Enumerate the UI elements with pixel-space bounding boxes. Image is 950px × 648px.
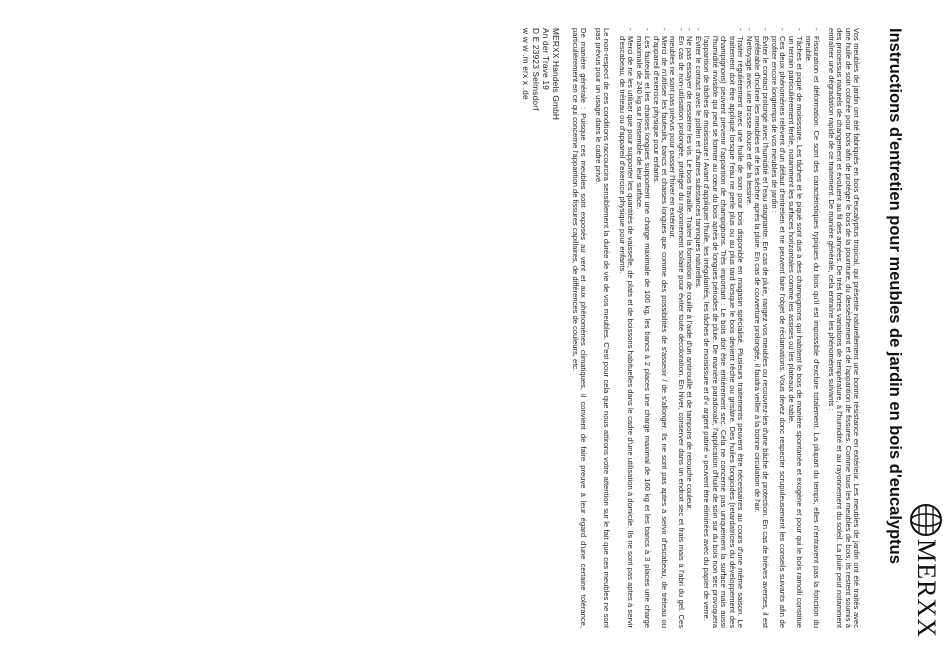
list-item: - Tâches et piqué de moisissure. Les tâches et le piqué sont dus à des champignons qui habitent le bois de manière spontanée et exogène et pour qui le bois ramolli constitue un terrain particulièrement fertile, notamment les surfaces horizontales comme les assises ou les plateaux de table. — [786, 28, 803, 628]
list-item: - Nettoyage avec une brosse douce et de la lessive. — [744, 28, 752, 628]
company-website: w w w .m erx x .de — [520, 28, 531, 100]
page-title: Instructions d'entretien pour meubles de jardin en bois d'eucalyptus — [886, 28, 904, 564]
list-item: - En cas de non-utilisation prolongée, protéger du rayonnement solaire pour éviter toute décoloration. En hiver, conserver dans un endroit sec et frais mais à l'abri du gel. Ces meubles ne sont pas prévus pour passer l'hiver en extérieur. — [668, 28, 685, 628]
list-item: - Éviter le contact avec le pollen et d'autres substances tanniques naturelles. — [693, 28, 701, 628]
list-item: - Éviter le contact prolongé avec l'humidité et l'eau stagnante. En cas de pluie, rangez vos meubles ou recouvrez-les d'une bâche de protection. En cas de brèves averses, il est préférable d'incliner les meubles et de les sécher après la pluie. En cas de couverture prolongée, il faudra veiller à la bonne circulation de l'air. — [753, 28, 770, 628]
brand-logo — [904, 539, 948, 638]
list-item: - Merci de ne les utiliser que pour supporter les quantités de vaisselle, de plats et de boissons habituelles dans le cadre d'une utilisation à domicile. Ils ne sont pas aptes à servir d'escabeau, de tréteau ou d'appareil d'exercice physique pour enfants. — [617, 28, 634, 628]
list-item: - Fissuration et déformation. Ce sont des caractéristiques typiques du bois qu'il est impossible d'exclure totalement. La plupart du temps, elles n'entravent pas la fonction du meuble. — [803, 28, 820, 628]
list-item: - Ces deux phénomènes relèvent d'un défaut d'entretien et ne peuvent faire l'objet de réclamations. Vous devez donc respecter scrupuleusement les conseils suivants afin de profiter encore longtemps de vos meubles de jardin : — [769, 28, 786, 628]
list-item: - Ne pas essayer de resserrer les vis. Le bois travaille. Traiter la formation de rouille à l'aide d'un antirouille et de tampons de retouche couleur. — [685, 28, 693, 628]
list-item: - Les fauteuils et les chaises longues supportent une charge maximale de 100 kg, les bancs à 2 places une charge maximal de 160 kg et les bancs à 3 places une charge maximale de 240 kg sur l'ensemble de leur surface. — [634, 28, 651, 628]
care-list — [617, 28, 820, 628]
warning-paragraph: Le non-respect de ces conditions raccourcira sensiblement la durée de vie de vos meubles. C'est pour cela que nous attirons votre attention sur le fait que ces meubles ne sont pas prévus pour un usage dans le cadre privé. — [593, 28, 612, 628]
company-city: D E 23923 Selmsdorf — [531, 28, 542, 111]
intro-paragraph: Vos meubles de jardin ont été fabriqués en bois d'eucalyptus tropical, qui présente naturellement une bonne résistance en extérieur. Les meubles de jardin ont été traités avec une huile de soin colorée pour bois afin de protéger le bois de la pourriture, du dessèchement et de l'apparition de fissures. Comme tous les meubles de bois, ils restent soumis à des processus naturels de changement et évoluent au fil des années. De très fortes variations de température, à l'humidité et au rayonnement du soleil. La pluie peut notamment entraîner une dégradation rapide de ce traitement. De manière générale, cela entraîne les phénomènes suivants : — [826, 28, 861, 628]
document-body — [521, 28, 860, 628]
company-street: An der Trave 19 — [541, 28, 552, 91]
list-item: - Merci de n'utiliser les fauteuils, bancs et chaises longues que comme des possibilités de s'asseoir / de s'allonger. Ils ne sont pas aptes à servir d'escabeau, de tréteau ou d'appareil d'exercice physique pour enfants. — [651, 28, 668, 628]
list-item: - Traiter régulièrement avec une huile de soin pour bois disponible en magasin spécialisé. Plusieurs traitements peuvent être nécessaires au cours d'une même saison. Le traitement doit être appliqué lorsque l'eau ne perle plus ou au plus tard lorsque le bois devient rêche ou grisâtre. Des huiles fongicides (retardatrices du développement des champignons) peuvent prévenir l'apparition de champignons. Très important : Le bois doit être entièrement sec. Cela ne concerne pas uniquement la surface mais aussi l'humidité invisible qui peut se former au cœur du bois après de longues périodes de pluie. De manière paradoxale, l'application d'huile de soin sur du bois non sec provoquera l'apparition de tâches de moisissure ! Avant d'appliquer l'huile, les irrégularités, les tâches de moisissure et d'« argent patiné » peuvent être éliminées avec du papier de verre. — [702, 28, 744, 628]
general-note: De manière générale : Puisque ces meubles sont exposés au vent et aux phénomènes climatiques, il convient de faire preuve à leur égard d'une certaine tolérance, particulièrement en ce qui concerne l'apparition de fissures capillaires, de différences de couleurs, etc. — [570, 28, 589, 628]
company-name: MERXX Handels GmbH — [551, 28, 562, 121]
brand-name: MERXX — [912, 539, 941, 638]
globe-icon — [909, 503, 943, 537]
company-address — [521, 28, 562, 628]
